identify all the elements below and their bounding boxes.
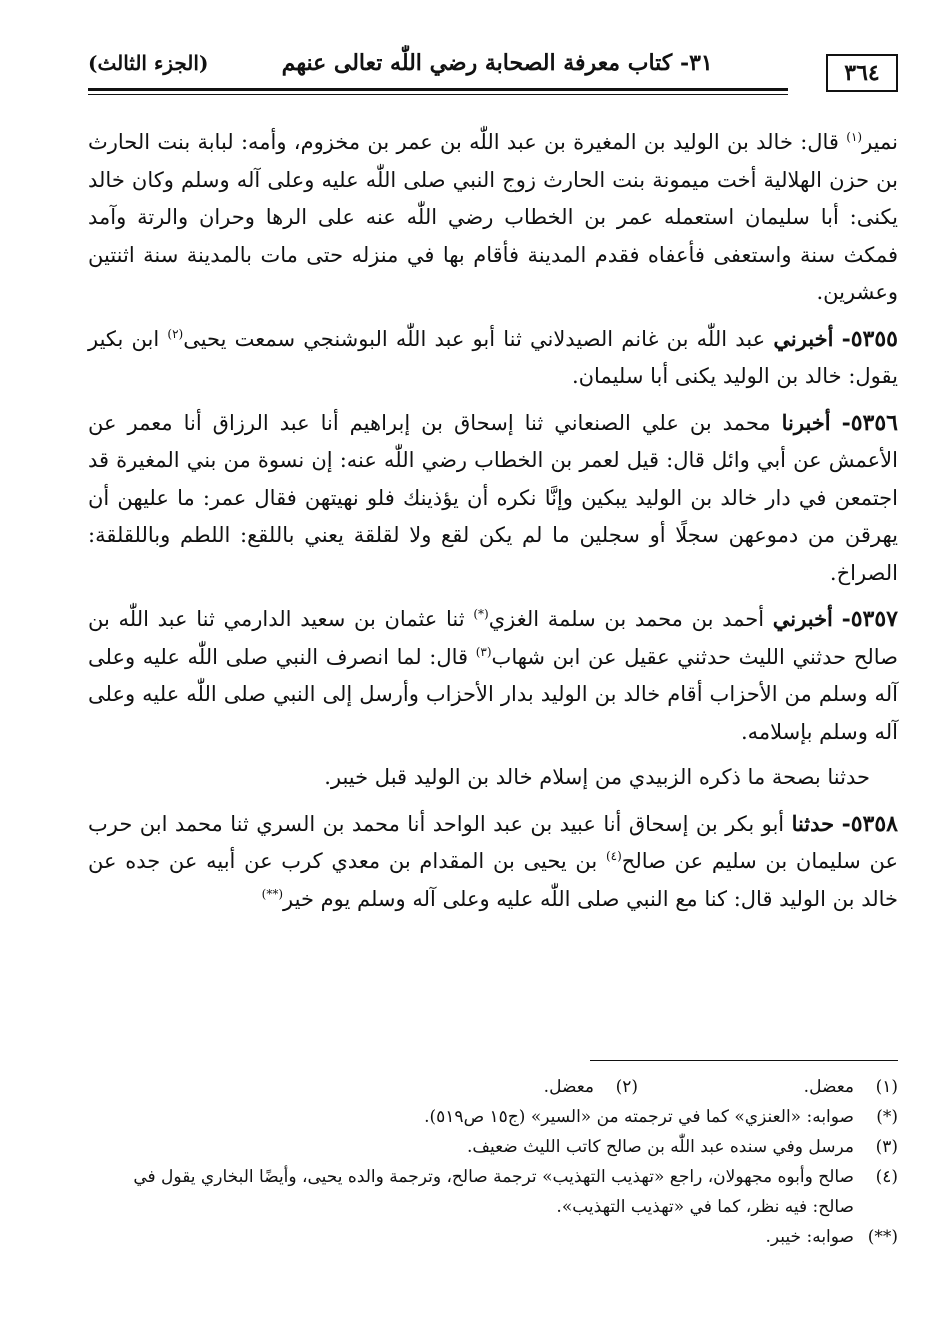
footnote-2-mark: (٢) — [615, 1077, 638, 1097]
paragraph-5357 — [88, 600, 898, 751]
footnote-1-mark: (١) — [875, 1077, 898, 1097]
footnote-double-star-mark: (**) — [867, 1227, 898, 1247]
paragraph-5356 — [88, 404, 898, 593]
hadith-number-5358: ٥٣٥٨- — [841, 810, 898, 837]
footnote-ref-4: (٤) — [605, 849, 622, 863]
header-rule-thick — [88, 88, 788, 91]
footnotes — [88, 1072, 898, 1252]
footnote-double-star-text: صوابه: خيبر. — [765, 1227, 854, 1247]
part-title: (الجزء الثالث) — [88, 51, 209, 75]
hadith-lead-5357: أخبرني — [772, 606, 833, 631]
footnote-double-star — [88, 1222, 898, 1252]
hadith-number-5355: ٥٣٥٥- — [841, 325, 898, 352]
hadith-lead-5358: حدثنا — [791, 810, 835, 836]
footnote-star-text: صوابه: «العنزي» كما في ترجمته من «السير» (ج١٥ ص٥١٩). — [424, 1107, 854, 1127]
hadith-lead-5355: أخبرني — [773, 325, 834, 351]
hadith-text-5355-b: ابن بكير يقول: خالد بن الوليد يكنى أبا سليمان. — [88, 326, 898, 388]
footnote-3-text: مرسل وفي سنده عبد اللّٰه بن صالح كاتب الليث ضعيف. — [466, 1137, 854, 1157]
paragraph-note — [88, 759, 898, 797]
footnote-ref-2: (٢) — [167, 326, 184, 341]
main-text — [88, 124, 898, 926]
footnote-ref-star: (*) — [473, 607, 489, 621]
footnote-ref-1: (١) — [846, 130, 863, 144]
paragraph-5355 — [88, 320, 898, 396]
hadith-text-5356: محمد بن علي الصنعاني ثنا إسحاق بن إبراهيم أنا عبد الرزاق أنا معمر عن الأعمش عن أبي وائل قال: قيل لعمر بن الخطاب رضي اللّٰه عنه: إن نسوة من بني المغيرة قد اجتمعن في دار خالد بن الوليد يبكين وإنَّا نكره أن يؤذينك فلو نهيتهن فقال عمر: ما عليهن أن يهرقن من دموعهن سجلًا أو سجلين ما لم يكن لقع ولا لقلقة يعني باللقع: اللطم وباللقلقة: الصراخ. — [88, 410, 898, 585]
page-header — [88, 40, 898, 100]
footnote-3 — [88, 1132, 898, 1162]
header-rule-thin — [88, 94, 788, 95]
footnote-4 — [88, 1162, 898, 1222]
footnote-ref-3: (٣) — [475, 644, 492, 659]
paragraph-1-opening-word: نمير — [862, 130, 898, 154]
paragraph-1-text: قال: خالد بن الوليد بن المغيرة بن عبد اللّٰه بن عمر بن مخزوم، وأمه: لبابة بنت الحارث بن حزن الهلالية أخت ميمونة بنت الحارث زوج النبي صلى اللّٰه عليه وعلى آله وسلم وكان خالد يكنى: أبا سليمان استعمله عمر بن الخطاب رضي اللّٰه عنه على الرها وحران والرتة وآمد فمكث سنة واستعفى فأعفاه فقدم المدينة فأقام بها في منزله حتى مات بالمدينة سنة اثنتين وعشرين. — [88, 130, 898, 304]
footnote-star — [88, 1102, 898, 1132]
page-number: ٣٦٤ — [826, 54, 898, 92]
note-text: حدثنا بصحة ما ذكره الزبيدي من إسلام خالد بن الوليد قبل خيبر. — [324, 765, 870, 789]
footnote-1-text: معضل. — [803, 1077, 854, 1097]
footnote-star-mark: (*) — [876, 1107, 898, 1127]
hadith-number-5357: ٥٣٥٧- — [841, 606, 898, 632]
footnote-separator — [590, 1060, 898, 1061]
hadith-lead-5356: أخبرنا — [781, 409, 831, 435]
footnote-1 — [638, 1072, 898, 1102]
paragraph-5358 — [88, 805, 898, 919]
header-row — [88, 46, 898, 86]
hadith-text-5357-c: قال: لما انصرف النبي صلى اللّٰه عليه وعلى آله وسلم من الأحزاب أقام خالد بن الوليد بدار الأحزاب وأرسل إلى النبي صلى اللّٰه عليه وعلى آله وسلم بإسلامه. — [88, 644, 898, 744]
hadith-text-5358-b: بن يحيى بن المقدام بن معدي كرب عن أبيه عن جده عن خالد بن الوليد قال: كنا مع النبي صلى اللّٰه عليه وعلى آله وسلم يوم خير — [88, 849, 898, 911]
hadith-number-5356: ٥٣٥٦- — [841, 409, 898, 436]
footnote-2 — [378, 1072, 638, 1102]
hadith-text-5357-a: أحمد بن محمد بن سلمة الغزي — [488, 607, 773, 631]
hadith-text-5355-a: عبد اللّٰه بن غانم الصيدلاني ثنا أبو عبد اللّٰه البوشنجي سمعت يحيى — [183, 326, 774, 351]
running-title: ٣١- كتاب معرفة الصحابة رضي اللّٰه تعالى عنهم — [281, 50, 713, 76]
footnote-2-text: معضل. — [543, 1077, 594, 1097]
hadith-text-5357-b: ثنا عثمان بن سعيد الدارمي ثنا عبد اللّٰه بن صالح حدثني الليث حدثني عقيل عن ابن شهاب — [88, 607, 899, 669]
footnote-row-1-2 — [88, 1072, 898, 1102]
footnote-3-mark: (٣) — [875, 1137, 898, 1157]
footnote-ref-double-star: (**) — [261, 886, 284, 901]
hadith-text-5358-a: أبو بكر بن إسحاق أنا عبيد بن عبد الواحد أنا محمد بن السري ثنا محمد ابن حرب عن سليمان بن سليم عن صالح — [88, 811, 898, 873]
footnote-4-mark: (٤) — [875, 1167, 898, 1187]
footnote-4-text: صالح وأبوه مجهولان، راجع «تهذيب التهذيب» ترجمة صالح، وترجمة والده يحيى، وأيضًا البخاري يقول في صالح: فيه نظر، كما في «تهذيب التهذيب». — [133, 1167, 854, 1217]
paragraph-1 — [88, 124, 898, 312]
